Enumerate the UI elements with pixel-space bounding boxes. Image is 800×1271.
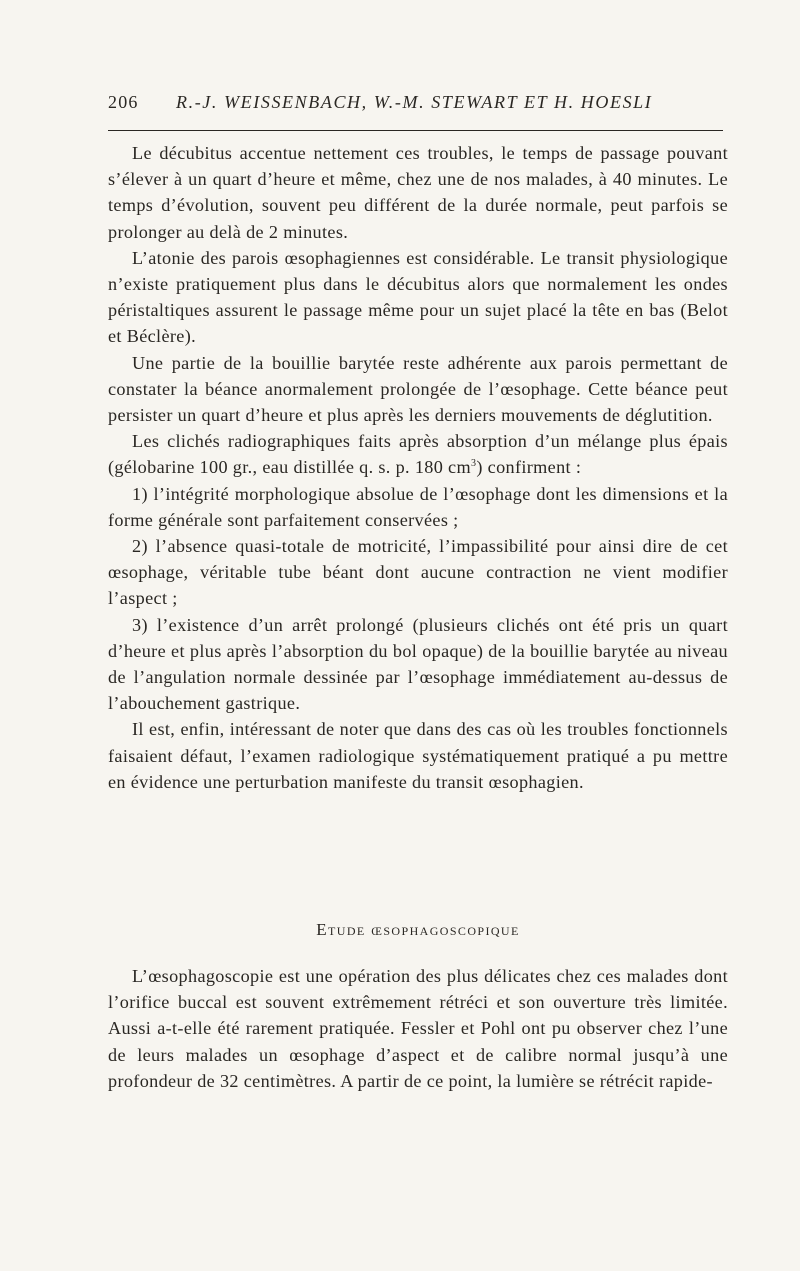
section-heading-text: Etude œsophagoscopique [316, 920, 520, 939]
list-item-absence: 2) l’absence quasi-totale de motricité, l’impassibilité pour ainsi dire de cet œsophage, véritable tube béant dont aucune contraction ne vient modifier l’aspect ; [108, 536, 728, 609]
section-body [108, 963, 728, 1094]
paragraph-cliches [108, 428, 728, 480]
running-head: R.-J. WEISSENBACH, W.-M. STEWART ET H. HOESLI [176, 92, 653, 112]
paragraph-atonie: L’atonie des parois œsophagiennes est considérable. Le transit physiologique n’existe pratiquement plus dans le décubitus alors que normalement les ondes péristaltiques assurent le passage même pour un sujet placé la tête en bas (Belot et Béclère). [108, 247, 728, 347]
paragraph-conclusion: Il est, enfin, intéressant de noter que dans des cas où les troubles fonctionnels faisaient défaut, l’examen radiologique systématiquement pratiqué a pu mettre en évidence une perturbation manifeste du transit œsophagien. [108, 719, 728, 792]
cubic-superscript: 3 [470, 458, 477, 470]
paragraph-bouillie: Une partie de la bouillie barytée reste adhérente aux parois permettant de constater la béance anormalement prolongée de l’œsophage. Cette béance peut persister un quart d’heure et plus après les derniers mouvements de déglutition. [108, 352, 728, 426]
cliches-text: Les clichés radiographiques faits après absorption d’un mélange plus épais (gélobarine 100 gr., eau distillée q. s. p. 180 cm [108, 431, 728, 478]
section-heading [108, 920, 728, 940]
list-item-arret: 3) l’existence d’un arrêt prolongé (plusieurs clichés ont été pris un quart d’heure et plus après l’absorption du bol opaque) de la bouillie barytée au niveau de l’angulation normale dessinée par l’œsophage immédiatement au-dessus de l’abouchement gastrique. [108, 614, 728, 714]
body-text [108, 140, 728, 795]
paragraph-decubitus: Le décubitus accentue nettement ces troubles, le temps de passage pouvant s’élever à un quart d’heure et même, chez une de nos malades, à 40 minutes. Le temps d’évolution, souvent peu différent de la durée normale, peut parfois se prolonger au delà de 2 minutes. [108, 143, 728, 242]
list-item-integrite: 1) l’intégrité morphologique absolue de l’œsophage dont les dimensions et la forme générale sont parfaitement conservées ; [108, 483, 728, 530]
page-number: 206 [108, 92, 139, 112]
paragraph-oesophagoscopie: L’œsophagoscopie est une opération des plus délicates chez ces malades dont l’orifice buccal est souvent extrêmement rétréci et son ouverture très limitée. Aussi a-t-elle été rarement pratiquée. Fessler et Pohl ont pu observer chez l’une de leurs malades un œsophage d’aspect et de calibre normal jusqu’à une profondeur de 32 centimètres. A partir de ce point, la lumière se rétrécit rapide- [108, 966, 728, 1091]
header-rule [108, 130, 723, 131]
cliches-text-end: ) confirment : [476, 457, 582, 478]
page-header [108, 92, 730, 122]
